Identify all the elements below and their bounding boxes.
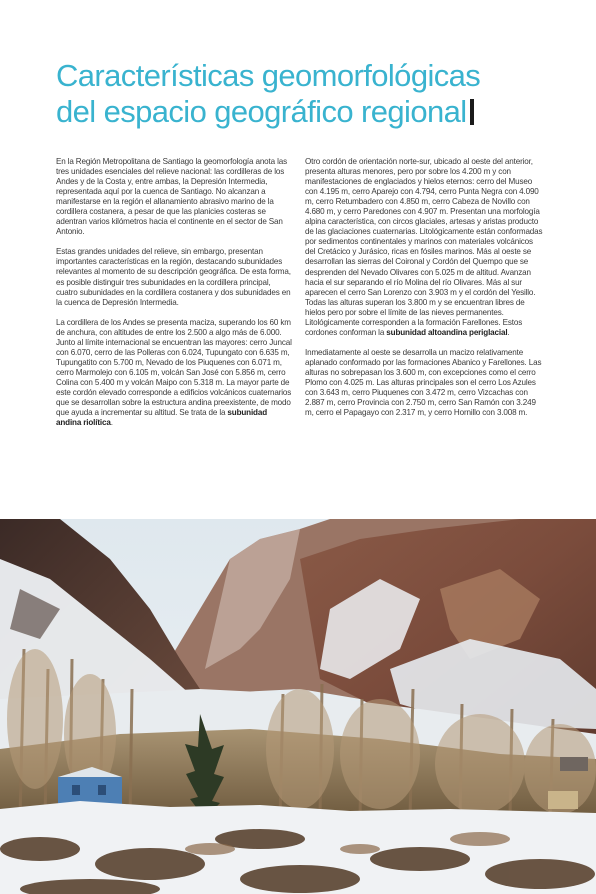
right-text-column [305,157,543,428]
left-text-column [56,157,293,438]
right-paragraph-1-end: . [507,327,510,337]
left-paragraph-1: En la Región Metropolitana de Santiago la geomorfología anota las tres unidades esenciales del relieve nacional: las cordilleras de los Andes y de la Costa y, entre ambas, la Depresión Intermedia, representada aquí por la cuenca de Santiago. No alcanzan a manifestarse en la región el allanamiento abrasivo marino de la cordillera costanera, a pesar de que las planicies costeras se adentran varios kilómetros hacia el continente en el sector de San Antonio. [56,157,287,237]
title-line-2 [56,94,556,130]
title-line-2-text: del espacio geográfico regional [56,94,467,129]
right-paragraph-2: Inmediatamente al oeste se desarrolla un macizo relativamente aplanado conformado por las formaciones Abanico y Farellones. Las alturas no sobrepasan los 3.600 m, con excepciones como el cerro Plomo con 4.025 m. Las alturas principales son el cerro Los Azules con 3.643 m, cerro Piuquenes con 3.472 m, cerro Vizcachas con 2.887 m, cerro Provincia con 2.750 m, cerro San Ramón con 3.249 m, cerro el Papagayo con 2.317 m, y cerro Hornillo con 3.008 m. [305,347,542,418]
right-paragraph-1 [305,157,543,338]
right-paragraph-1-text: Otro cordón de orientación norte-sur, ubicado al oeste del anterior, presenta alturas menores, pero por sobre los 4.200 m y con manifestaciones de englaciados y hielos eternos: cerro del Museo con 4.195 m, cerro Aparejo con 4.794, cerro Punta Negra con 4.090 m, cerro Retumbadero con 4.850 m, cerro Cabeza de Novillo con 4.680 m, y cerro Paredones con 4.907 m. Presentan una morfología alpina característica, con circos glaciales, artesas y aristas producto de las glaciaciones cuaternarias. Litológicamente están conformadas por sedimentos continentales y marinos con materiales volcánicos del Cretácico y Jurásico, ricas en fósiles marinos. Más al oeste se desarrollan las sierras del Coironal y Cordón del Quempo que se desprenden del Nevado Olivares con 5.025 m de altitud. Avanzan hacia el sur separando el río Molina del río Olivares. Más al sur aparecen el cerro San Lorenzo con 3.903 m y el cordón del Yesillo. Todas las alturas superan los 3.800 m y se encuentran libres de hielos pero por sobre el límite de las nieves permanentes. Litológicamente corresponden a la formación Farellones. Estos cordones conforman la [305,157,543,337]
page-title [56,58,556,130]
subunidad-andina-riolitica-term: subunidad andina riolítica [56,408,267,428]
mountain-valley-landscape-image [0,519,596,894]
title-accent-bar [470,99,474,125]
left-paragraph-3-text: La cordillera de los Andes se presenta maciza, superando los 60 km de anchura, con altitudes de entre los 2.500 a algo más de 6.000. Junto al límite internacional se encuentran las mayores: cerro Juncal con 6.070, cerro de las Polleras con 6.024, Tupungato con 6.635 m, Tupungatito con 5.700 m, Nevado de los Piuquenes con 6.071 m, cerro Marmolejo con 6.105 m, volcán San José con 5.856 m, cerro Colina con 5.400 m y volcán Maipo con 5.318 m. La mayor parte de este cordón elevado corresponde a edificios volcánicos cuaternarios que se desarrollan sobre la estructura andina preexistente, de modo que ayuda a incrementar su altitud. Se trata de la [56,317,292,418]
left-paragraph-2: Estas grandes unidades del relieve, sin embargo, presentan importantes características en la región, destacando subunidades relevantes al momento de su descripción geográfica. De esta forma, es posible distinguir tres subunidades en la cordillera principal, cuatro subunidades en la cordillera costanera y dos subunidades en la cuenca de Depresión Intermedia. [56,247,291,307]
left-paragraph-3 [56,318,293,429]
subunidad-altoandina-periglacial-term: subunidad altoandina periglacial [386,327,508,337]
title-line-1: Características geomorfológicas [56,58,481,93]
left-paragraph-3-end: . [110,418,113,428]
